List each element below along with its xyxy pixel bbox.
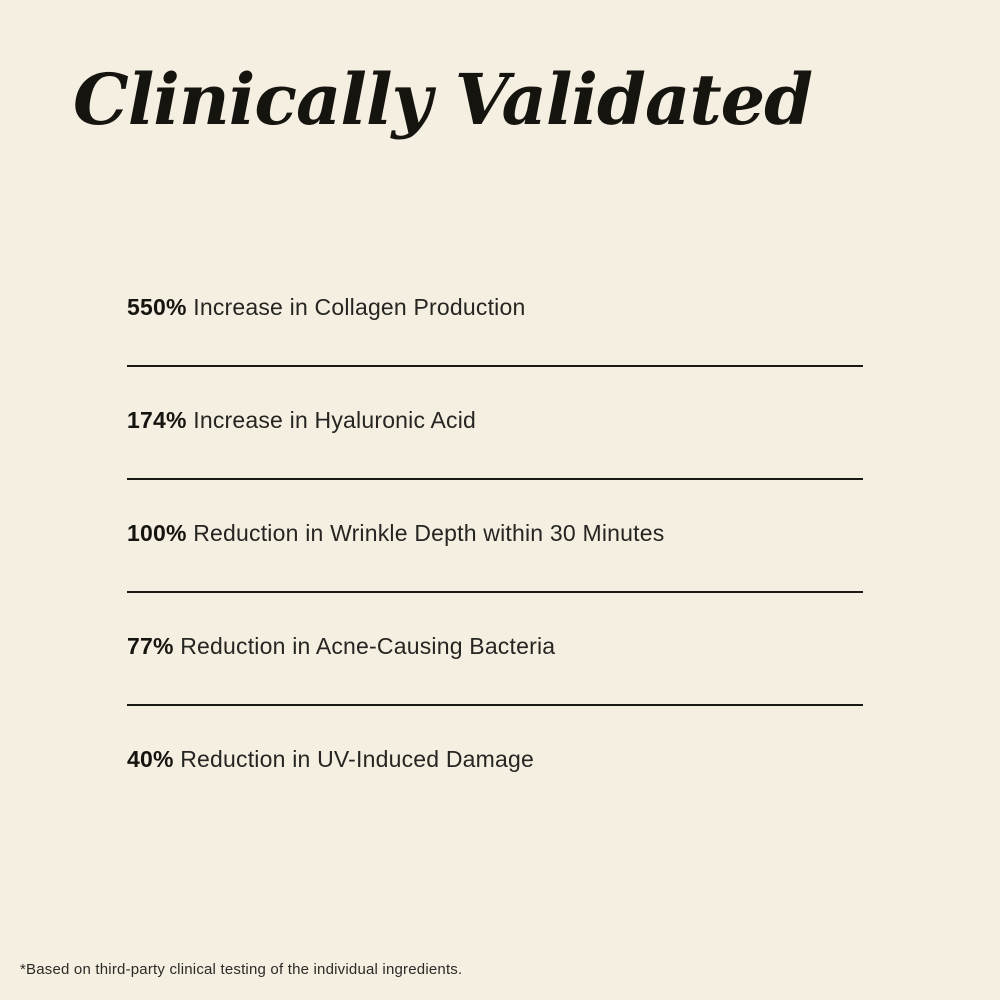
claim-value: 40% [127,746,174,772]
claim-value: 100% [127,520,187,546]
claim-value: 174% [127,407,187,433]
claim-label: Reduction in Wrinkle Depth within 30 Minutes [193,520,665,546]
claim-value: 77% [127,633,174,659]
claim-label: Increase in Collagen Production [193,294,526,320]
claims-list [127,292,863,817]
claim-label: Increase in Hyaluronic Acid [193,407,477,433]
claim-row [127,292,863,367]
disclaimer-footnote: *Based on third-party clinical testing of the individual ingredients. [20,961,463,978]
claim-label: Reduction in UV-Induced Damage [180,746,534,772]
claim-row [127,744,863,817]
claim-row [127,631,863,706]
claim-row [127,518,863,593]
claim-label: Reduction in Acne-Causing Bacteria [180,633,556,659]
claim-row [127,405,863,480]
claim-value: 550% [127,294,187,320]
page-title: Clinically Validated [73,58,813,141]
